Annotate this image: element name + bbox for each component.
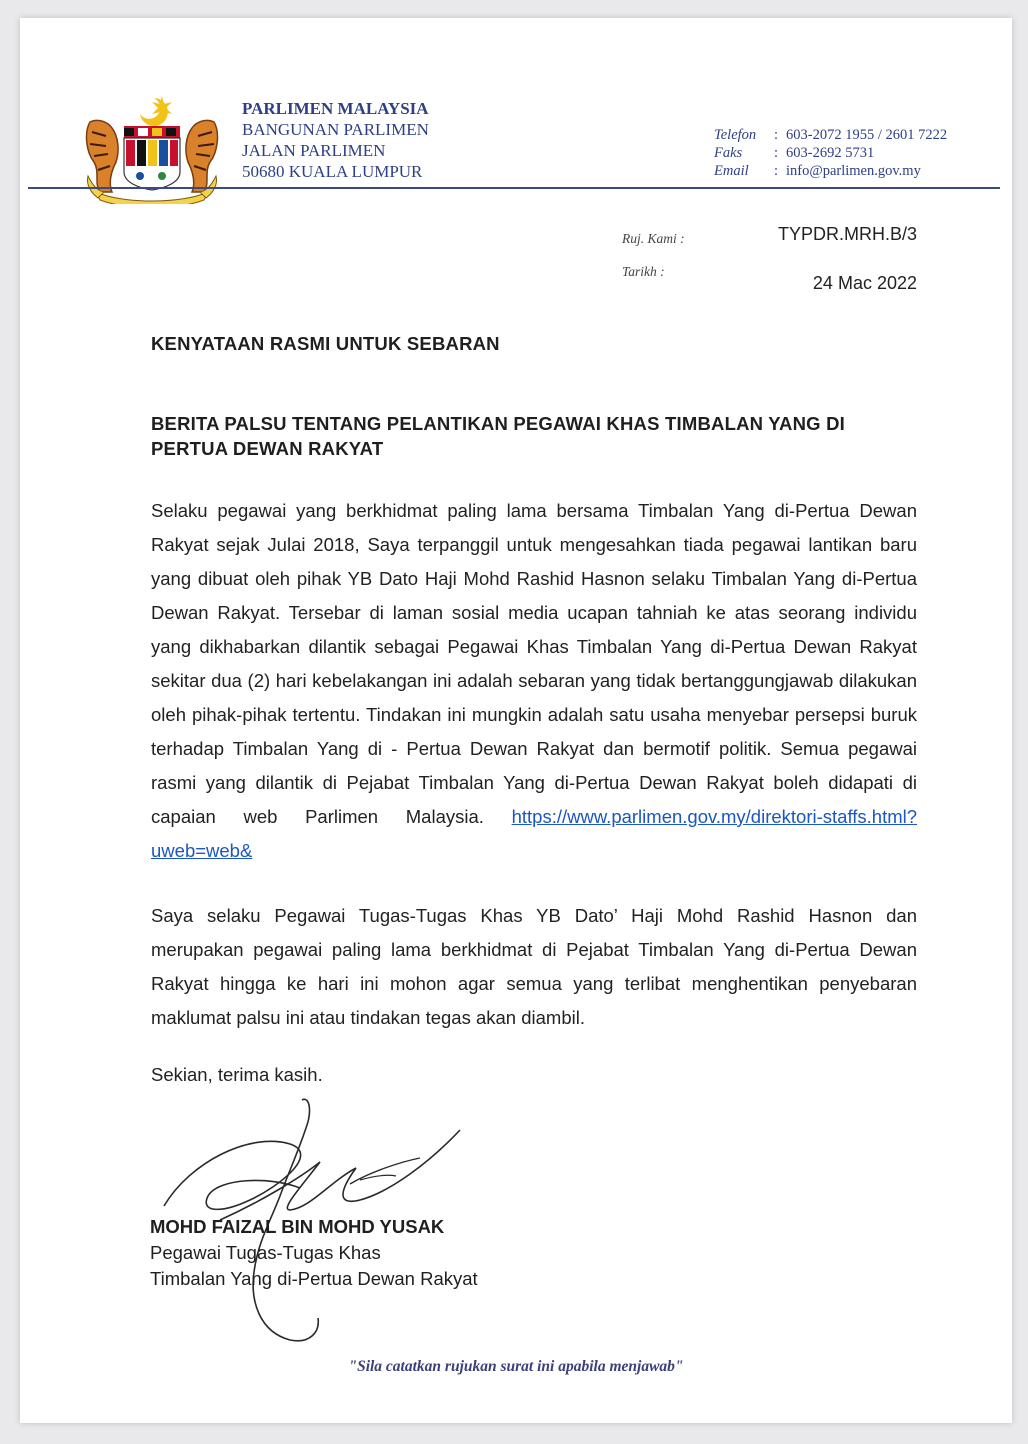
statement-heading: KENYATAAN RASMI UNTUK SEBARAN — [151, 333, 500, 354]
contact-value: info@parlimen.gov.my — [786, 163, 921, 179]
contact-fax — [714, 144, 947, 162]
address-line: 50680 KUALA LUMPUR — [242, 162, 423, 181]
contact-separator: : — [773, 127, 779, 143]
organization-address — [242, 98, 429, 182]
contact-block — [714, 126, 947, 180]
address-line: BANGUNAN PARLIMEN — [242, 120, 429, 139]
date-value: 24 Mac 2022 — [812, 273, 917, 293]
signatory-name: MOHD FAIZAL BIN MOHD YUSAK — [150, 1216, 445, 1237]
body-paragraph-1 — [151, 494, 917, 868]
letter-page — [20, 18, 1012, 1423]
signatory-office: Timbalan Yang di-Pertua Dewan Rakyat — [150, 1268, 478, 1289]
address-line: JALAN PARLIMEN — [242, 141, 386, 160]
staff-directory-link[interactable]: https://www.parlimen.gov.my/direktori-staffs.html?uweb=web& — [151, 806, 918, 861]
paragraph-text: Selaku pegawai yang berkhidmat paling lama bersama Timbalan Yang di-Pertua Dewan Rakyat sejak Julai 2018, Saya terpanggil untuk mengesahkan tiada pegawai lantikan baru yang dibuat oleh pihak YB Dato Haji Mohd Rashid Hasnon selaku Timbalan Yang di-Pertua Dewan Rakyat. Tersebar di laman sosial media ucapan tahniah ke atas seorang individu yang dikhabarkan dilantik sebagai Pegawai Khas Timbalan Yang di-Pertua Dewan Rakyat sekitar dua (2) hari kebelakangan ini adalah sebaran yang tidak bertanggungjawab dilakukan oleh pihak-pihak tertentu. Tindakan ini mungkin adalah satu usaha menyebar persepsi buruk terhadap Timbalan Yang di - Pertua Dewan Rakyat dan bermotif politik. Semua pegawai rasmi yang dilantik di Pejabat Timbalan Yang di-Pertua Dewan Rakyat boleh didapati di capaian web Parlimen Malaysia. — [151, 500, 917, 827]
contact-separator: : — [773, 163, 779, 179]
contact-email — [714, 162, 947, 180]
organization-name: PARLIMEN MALAYSIA — [242, 99, 429, 118]
contact-value: 603-2692 5731 — [786, 145, 875, 161]
signatory-position: Pegawai Tugas-Tugas Khas — [150, 1242, 381, 1263]
reference-value: TYPDR.MRH.B/3 — [777, 224, 917, 244]
reference-label: Ruj. Kami : — [622, 231, 685, 246]
contact-telephone — [714, 126, 947, 144]
date-label: Tarikh : — [622, 264, 665, 279]
contact-label: Telefon — [714, 127, 757, 143]
contact-value: 603-2072 1955 / 2601 7222 — [786, 127, 948, 143]
signatory-block — [150, 1214, 478, 1292]
contact-label: Email — [714, 163, 749, 179]
letterhead-divider — [28, 187, 1000, 189]
body-paragraph-2 — [151, 899, 917, 1035]
paragraph-text: Saya selaku Pegawai Tugas-Tugas Khas YB Dato’ Haji Mohd Rashid Hasnon dan merupakan pegawai paling lama berkhidmat di Pejabat Timbalan Yang di-Pertua Dewan Rakyat hingga ke hari ini mohon agar semua yang terlibat menghentikan penyebaran maklumat palsu ini atau tindakan tegas akan diambil. — [151, 905, 917, 1028]
statement-title: BERITA PALSU TENTANG PELANTIKAN PEGAWAI KHAS TIMBALAN YANG DI PERTUA DEWAN RAKYAT — [151, 413, 845, 459]
footer-note: "Sila catatkan rujukan surat ini apabila menjawab" — [348, 1358, 684, 1375]
contact-label: Faks — [714, 145, 743, 161]
contact-separator: : — [773, 145, 779, 161]
closing-line: Sekian, terima kasih. — [151, 1064, 323, 1085]
